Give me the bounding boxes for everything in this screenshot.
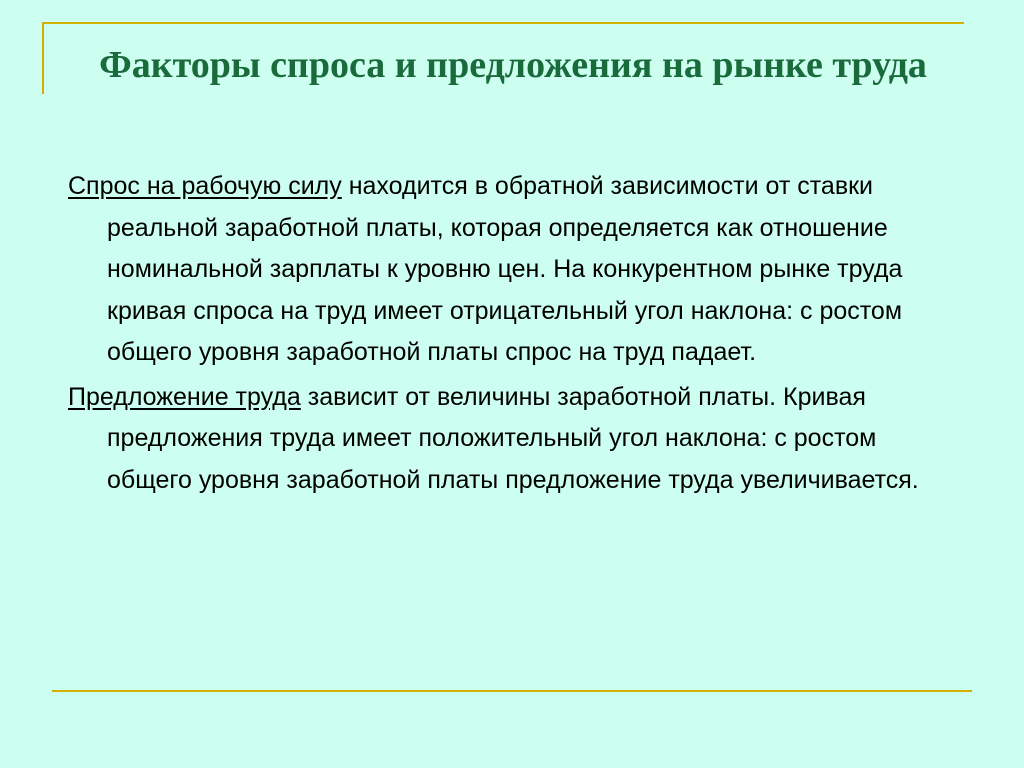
paragraph-labor-supply xyxy=(68,377,968,502)
paragraph-labor-supply-text: зависит от величины заработной платы. Кривая предложения труда имеет положительный угол наклона: с ростом общего уровня заработной платы предложение труда увеличивается. xyxy=(107,382,919,494)
slide-content xyxy=(68,166,968,504)
paragraph-labor-demand xyxy=(68,166,968,374)
term-labor-supply: Предложение труда xyxy=(68,382,301,411)
frame-bottom-line xyxy=(52,690,972,692)
paragraph-labor-demand-text: находится в обратной зависимости от ставки реальной заработной платы, которая определяется как отношение номинальной зарплаты к уровню цен. На конкурентном рынке труда кривая спроса на труд имеет отрицательный угол наклона: с ростом общего уровня заработной платы спрос на труд падает. xyxy=(107,172,903,366)
frame-top-line xyxy=(42,22,964,24)
slide-title: Факторы спроса и предложения на рынке труда xyxy=(99,44,927,86)
term-labor-demand: Спрос на рабочую силу xyxy=(68,172,342,200)
frame-left-line xyxy=(42,22,44,94)
